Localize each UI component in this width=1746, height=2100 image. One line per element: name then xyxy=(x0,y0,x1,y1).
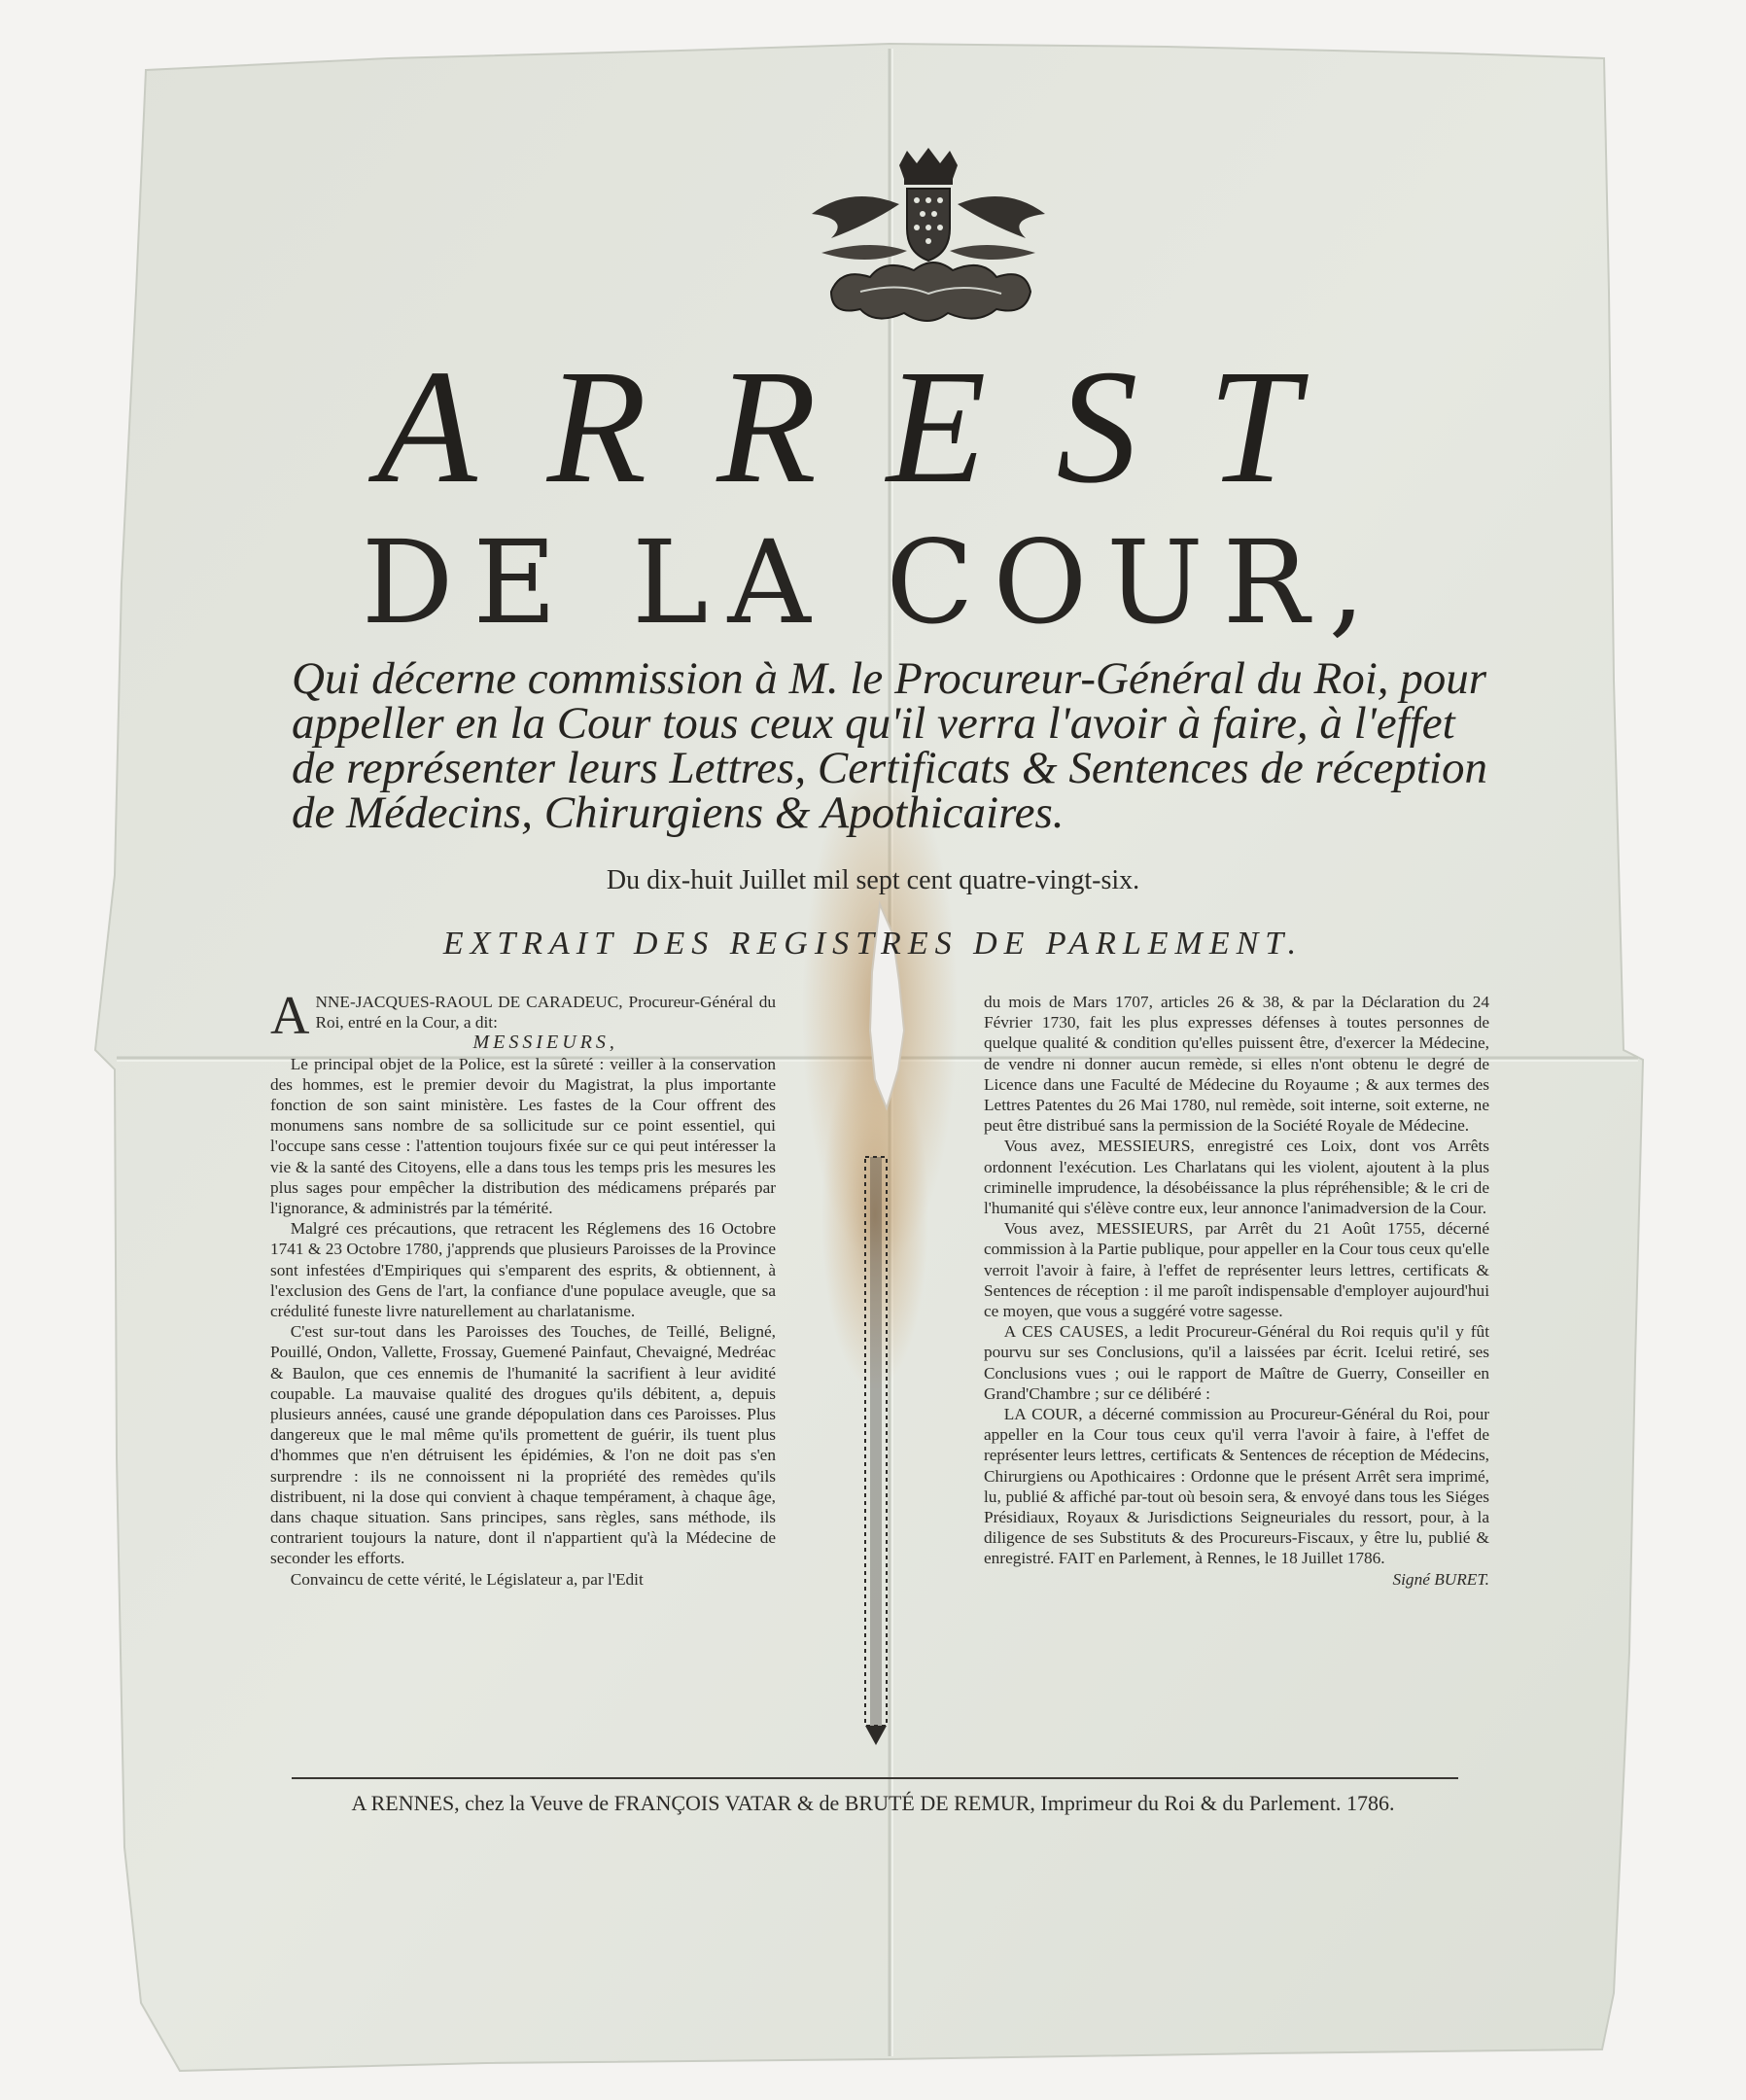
left-text-column xyxy=(270,986,776,1590)
signature-line: Signé BURET. xyxy=(1392,1569,1489,1589)
court-heading: DE LA COUR, xyxy=(361,515,1385,649)
right-paragraph: Vous avez, MESSIEURS, par Arrêt du 21 Août 1755, décerné commission à la Partie publique, pour appeller en la Cour tous ceux qu'elle verroit l'avoir à faire, à l'effet de représenter leurs lettres, certificats & Sentences de réception : il me paroît indispensable d'employer aujourd'hui ce moyen, que vous a suggéré votre sagesse. xyxy=(984,1219,1489,1321)
decree-date: Du dix-huit Juillet mil sept cent quatre-vingt-six. xyxy=(606,865,1140,895)
decree-subtitle: Qui décerne commission à M. le Procureur-Général du Roi, pour appeller en la Cour tous ceux qu'il verra l'avoir à faire, à l'effet de représenter leurs Lettres, Certificats & Sentences de réception de Médecins, Chirurgiens & Apothicaires. xyxy=(292,653,1487,838)
drop-cap: A xyxy=(270,986,310,1046)
right-text-column xyxy=(984,992,1489,1590)
right-paragraph: A CES CAUSES, a ledit Procureur-Général du Roi requis qu'il y fût pourvu sur ses Conclusions, qu'il a laissées par écrit. Icelui retiré, ses Conclusions vues ; oui le rapport de Maître de Guerry, Conseiller en Grand'Chambre ; sur ce délibéré : xyxy=(984,1322,1489,1403)
printer-imprint: A RENNES, chez la Veuve de FRANÇOIS VATAR & de BRUTÉ DE REMUR, Imprimeur du Roi & du Parlement. 1786. xyxy=(351,1791,1395,1815)
opening-text: NNE-JACQUES-RAOUL DE CARADEUC, Procureur-Général du Roi, entré en la Cour, a dit: xyxy=(315,993,776,1032)
right-paragraph: Vous avez, MESSIEURS, enregistré ces Loix, dont vos Arrêts ordonnent l'exécution. Les Charlatans qui les violent, ajoutent à la plus criminelle imprudence, la désobéissance la plus répréhensible; & le cri de l'humanité qui s'élève contre eux, leur annonce l'animadversion de la Cour. xyxy=(984,1137,1489,1218)
right-paragraph: du mois de Mars 1707, articles 26 & 38, & par la Déclaration du 24 Février 1730, fait les plus expresses défenses à toutes personnes de quelque qualité & condition qu'elles puissent être, d'exercer la Médecine, de vendre ni donner aucun remède, si elles n'ont obtenu le degré de Licence dans une Faculté de Médecine du Royaume ; & aux termes des Lettres Patentes du 26 Mai 1780, nul remède, soit interne, soit externe, ne peut être distribué sans la permission de la Société Royale de Médecine. xyxy=(984,993,1489,1136)
left-paragraph: C'est sur-tout dans les Paroisses des Touches, de Teillé, Beligné, Pouillé, Ondon, Vallette, Frossay, Guemené Painfaut, Chevaigné, Medréac & Baulon, que ces ennemis de l'humanité la sacrifient à leur avidité coupable. La mauvaise qualité des drogues qu'ils débitent, a, depuis plusieurs années, causé une grande dépopulation dans ces Paroisses. Plus dangereux que le mal même qu'ils promettent de guérir, ils tuent plus d'hommes que n'en détruisent les épidémies, & l'on ne doit pas s'en surprendre : ils ne connoissent ni la propriété des remèdes qu'ils distribuent, ni la dose qui convient à chaque tempérament, à chaque âge, dans chaque situation. Sans principes, sans règles, sans méthode, ils contrarient toujours la nature, dont il n'appartient qu'à la Médecine de seconder les efforts. xyxy=(270,1322,776,1568)
left-paragraph: Malgré ces précautions, que retracent les Réglemens des 16 Octobre 1741 & 23 Octobre 1780, j'apprends que plusieurs Paroisses de la Province sont infestées d'Empiriques qui s'emparent des esprits, & obtiennent, à l'exclusion des Gens de l'art, la confiance d'une populace aveugle, que sa crédulité funeste livre naturellement au charlatanisme. xyxy=(270,1219,776,1321)
left-paragraph: Convaincu de cette vérité, le Législateur a, par l'Edit xyxy=(290,1569,644,1589)
right-paragraph: LA COUR, a décerné commission au Procureur-Général du Roi, pour appeller en la Cour tous ceux qu'il verra l'avoir à faire, à l'effet de représenter leurs lettres, certificats & Sentences de réception de Médecins, Chirurgiens ou Apothicaires : Ordonne que le présent Arrêt sera imprimé, lu, publié & affiché par-tout où besoin sera, & envoyé dans tous les Siéges Présidiaux, Royaux & Jurisdictions Seigneuriales du ressort, pour, à la diligence de ses Substituts & des Procureurs-Fiscaux, y être lu, publié & enregistré. FAIT en Parlement, à Rennes, le 18 Juillet 1786. xyxy=(984,1405,1489,1568)
salutation: MESSIEURS, xyxy=(472,1032,618,1054)
royal-crest-emblem xyxy=(792,146,1065,331)
footer-rule xyxy=(292,1777,1458,1779)
left-paragraph: Le principal objet de la Police, est la sûreté : veiller à la conservation des hommes, est le premier devoir du Magistrat, la plus importante fonction de son saint ministère. Les fastes de la Cour offrent des monumens sans nombre de sa sollicitude sur ce point essentiel, qui l'occupe sans cesse : l'attention toujours fixée sur ce qui peut intéresser la vie & la santé des Citoyens, elle a dans tous les temps pris les mesures les plus sages pour empêcher la distribution des médicamens préparés par l'ignorance, & administrés par la témérité. xyxy=(270,1054,776,1218)
document-title: ARREST xyxy=(377,336,1369,517)
extract-heading: EXTRAIT DES REGISTRES DE PARLEMENT. xyxy=(442,926,1304,962)
